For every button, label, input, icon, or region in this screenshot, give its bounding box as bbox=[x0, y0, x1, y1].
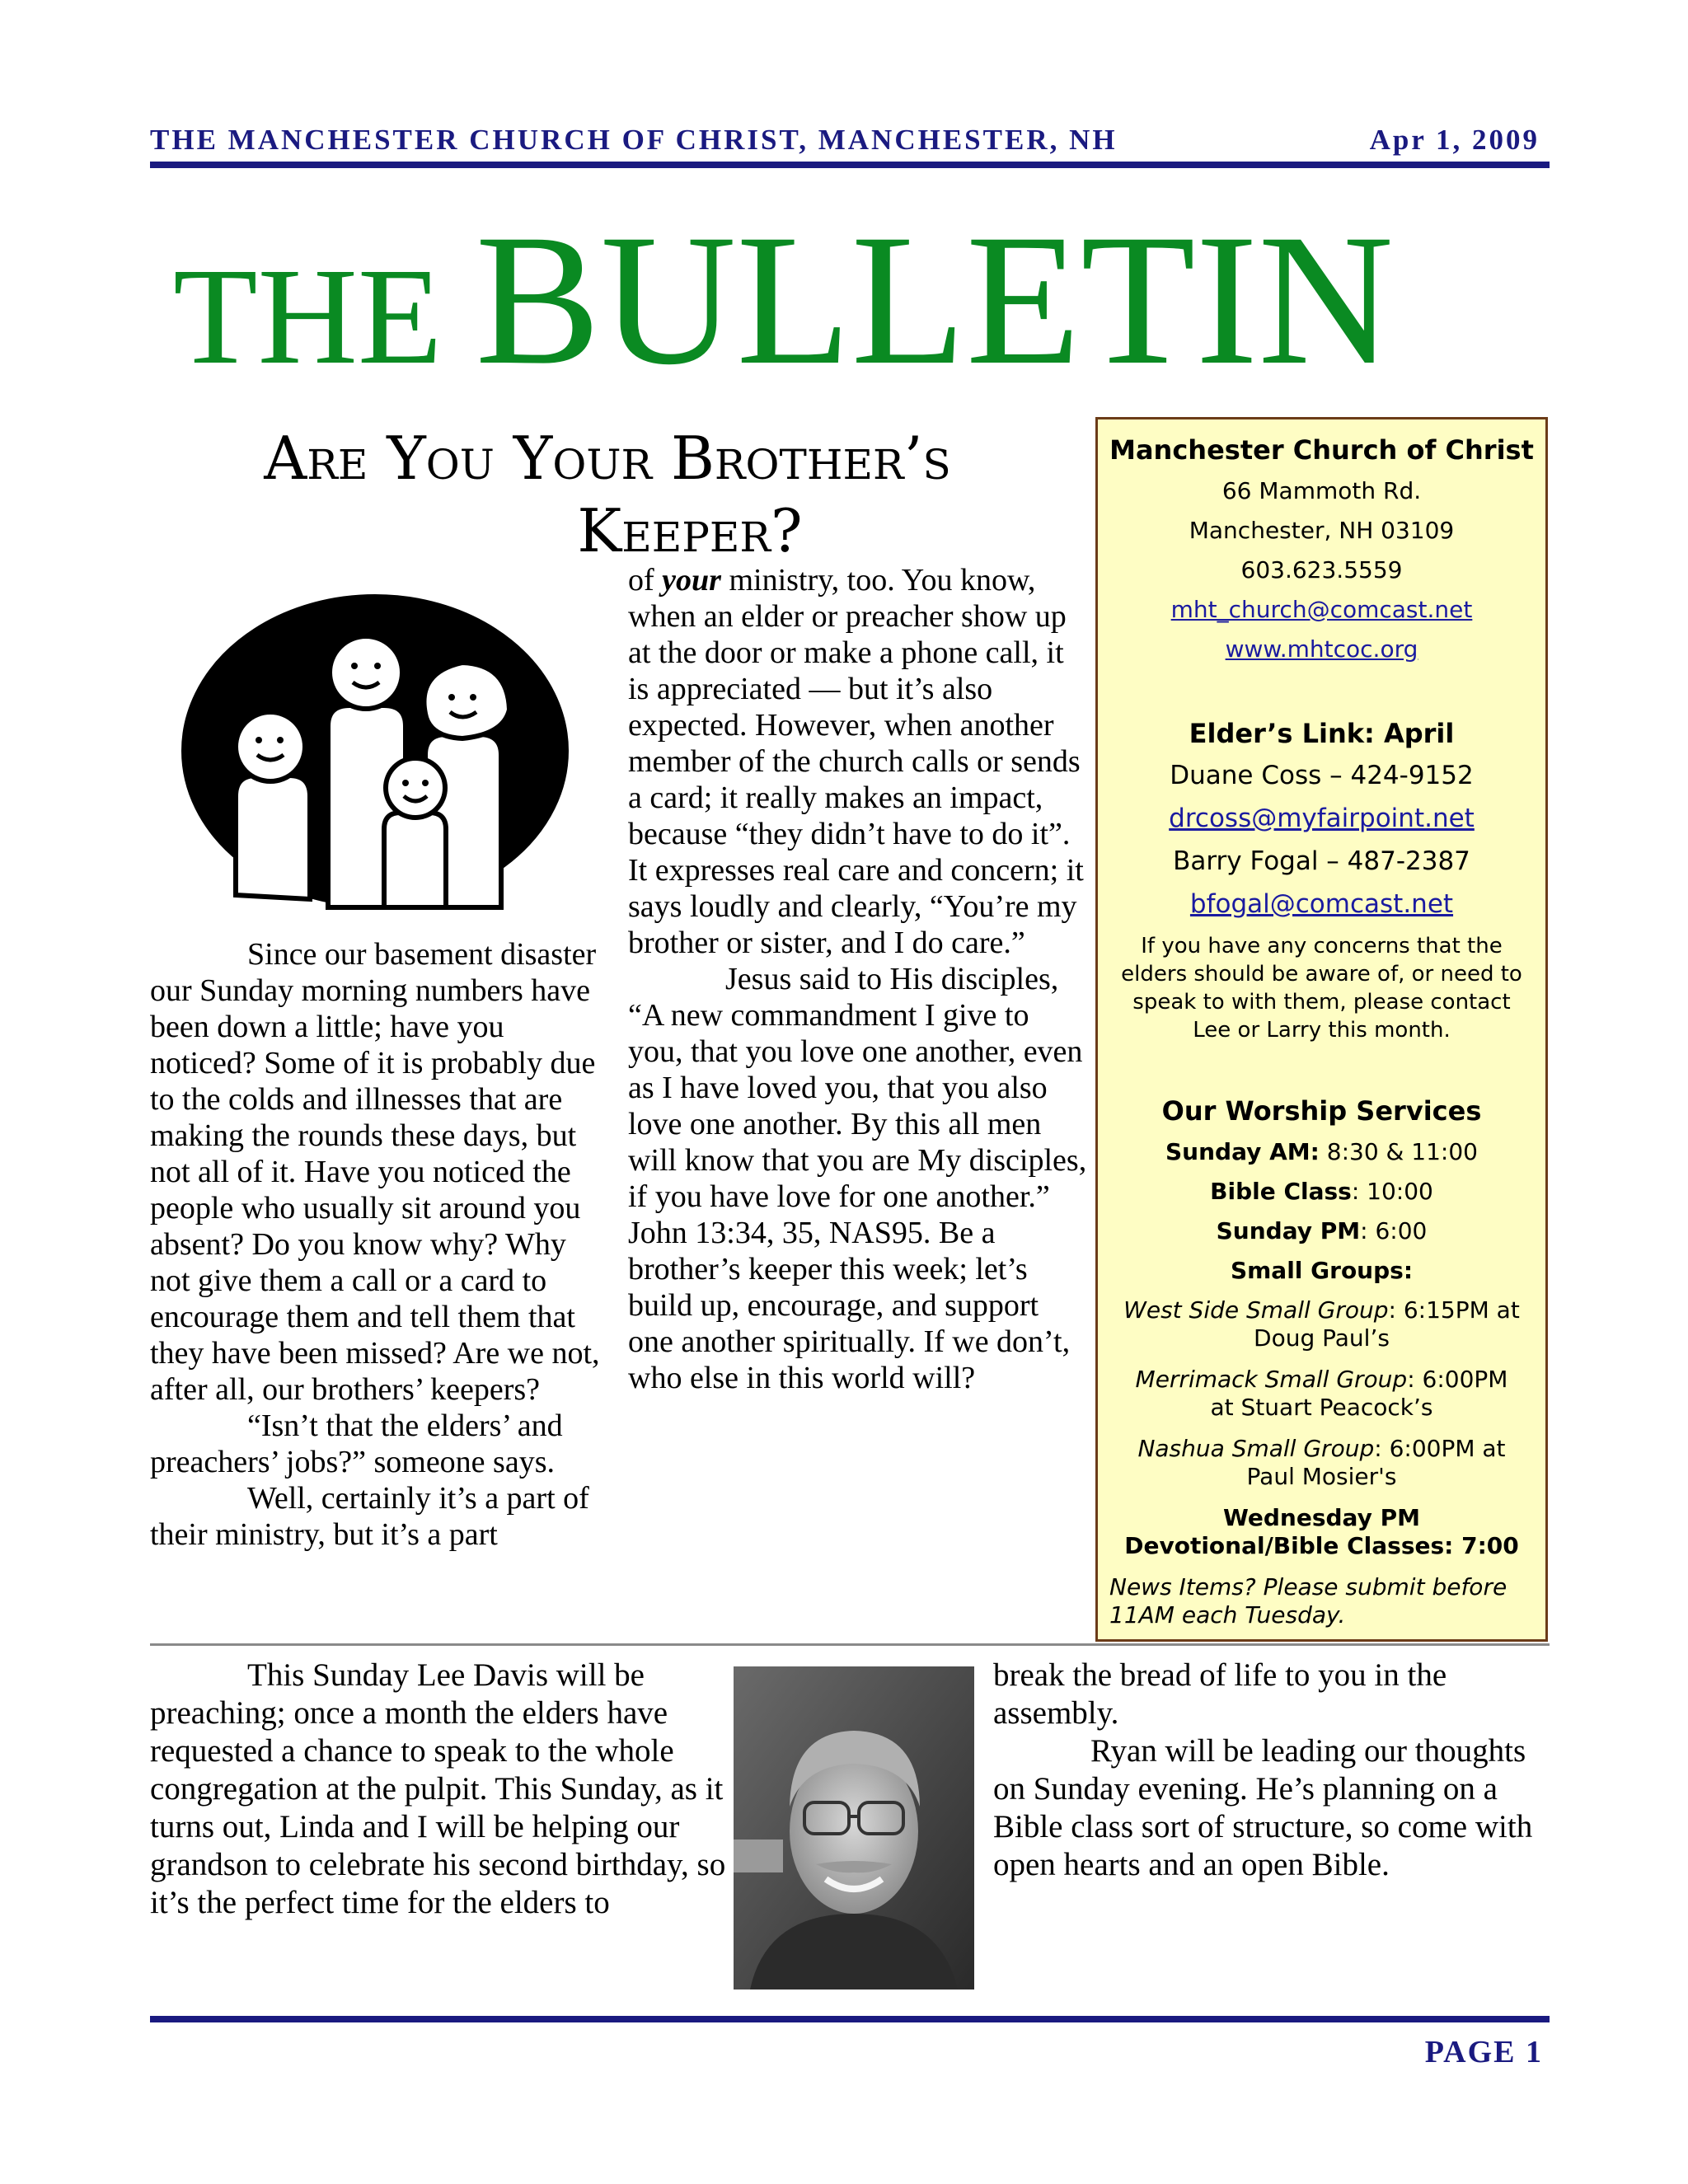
page-number: PAGE 1 bbox=[1424, 2035, 1543, 2069]
text-run: of bbox=[628, 563, 663, 598]
merrimack-detail: : 6:00PM at Stuart Peacock’s bbox=[1210, 1366, 1508, 1421]
small-groups-label: Small Groups: bbox=[1230, 1257, 1414, 1284]
nashua-name: Nashua Small Group bbox=[1137, 1435, 1375, 1462]
article-title bbox=[150, 422, 1065, 567]
masthead-bulletin: BULLETIN bbox=[475, 196, 1394, 404]
nashua-detail: : 6:00PM at Paul Mosier's bbox=[1246, 1435, 1506, 1490]
elders-title: Elder’s Link: April bbox=[1189, 718, 1455, 749]
top-rule bbox=[150, 162, 1550, 168]
article-paragraph: Well, certainly it’s a part of their ministry, but it’s a part bbox=[150, 1481, 589, 1552]
west-side-detail: : 6:15PM at Doug Paul’s bbox=[1254, 1296, 1520, 1352]
church-phone: 603.623.5559 bbox=[1240, 556, 1403, 583]
sunday-am bbox=[1098, 1138, 1545, 1165]
merrimack-name: Merrimack Small Group bbox=[1135, 1366, 1408, 1393]
elder-2-email-link[interactable]: bfogal@comcast.net bbox=[1189, 889, 1454, 919]
church-email-link[interactable]: mht_church@comcast.net bbox=[1170, 596, 1473, 623]
lower-column-2 bbox=[993, 1657, 1554, 1884]
bulletin-date: Apr 1, 2009 bbox=[1369, 124, 1540, 156]
article-title-line2: Keeper? bbox=[577, 496, 803, 565]
header-bar bbox=[150, 124, 1550, 157]
bible-class-value: : 10:00 bbox=[1351, 1178, 1433, 1205]
preacher-photo bbox=[734, 1666, 974, 1990]
family-icon bbox=[178, 590, 572, 912]
sunday-pm-value: : 6:00 bbox=[1360, 1217, 1428, 1244]
article-column-2 bbox=[628, 562, 1090, 1396]
masthead bbox=[173, 196, 1550, 404]
news-note: News Items? Please submit before 11AM each Tuesday. bbox=[1109, 1573, 1507, 1629]
article-paragraph bbox=[628, 562, 1090, 961]
worship-title: Our Worship Services bbox=[1161, 1095, 1482, 1127]
lower-paragraph: This Sunday Lee Davis will be preaching; once a month the elders have requested a chance to speak to the whole congregation at the pulpit. This Sunday, as it turns out, Linda and I will be helping our grandson to celebrate his second birthday, so it’s the perfect time for the elders to bbox=[150, 1657, 726, 1920]
elder-2: Barry Fogal – 487-2387 bbox=[1173, 846, 1470, 876]
bible-class-label: Bible Class bbox=[1210, 1178, 1352, 1205]
bible-class bbox=[1098, 1178, 1545, 1205]
text-run: ministry, too. You know, when an elder or preacher show up at the door or make a phone call, it is appreciated — but it’s also expected. However, when another member of the church calls or sends a card; it really makes an impact, because “they didn’t have to do it”. It expresses real care and concern; it says loudly and clearly, “You’re my brother or sister, and I do care.” bbox=[628, 563, 1084, 960]
elders-note: If you have any concerns that the elders should be aware of, or need to speak to with them, please contact Lee or Larry this month. bbox=[1121, 934, 1522, 1043]
west-side-name: West Side Small Group bbox=[1123, 1296, 1389, 1324]
elder-1-email-link[interactable]: drcoss@myfairpoint.net bbox=[1169, 804, 1475, 833]
church-header: THE MANCHESTER CHURCH OF CHRIST, MANCHESTER, NH bbox=[150, 124, 1118, 156]
article-title-line1: Are You Your Brother’s bbox=[264, 424, 951, 493]
info-sidebar bbox=[1095, 417, 1548, 1642]
nashua-group bbox=[1098, 1435, 1545, 1491]
article-paragraph: Since our basement disaster our Sunday morning numbers have been down a little; have you noticed? Some of it is probably due to the colds and illnesses that are making the rounds these days, but not all of it. Have you noticed the people who usually sit around you absent? Do you know why? Why not give them a call or a card to encourage them and tell them that they have been missed? Are we not, after all, our brothers’ keepers? bbox=[150, 937, 600, 1407]
website-link[interactable]: www.mhtcoc.org bbox=[1225, 635, 1418, 663]
section-divider bbox=[150, 1643, 1550, 1646]
address-line1: 66 Mammoth Rd. bbox=[1221, 477, 1422, 504]
west-side-group bbox=[1098, 1296, 1545, 1352]
article-paragraph: “Isn’t that the elders’ and preachers’ jobs?” someone says. bbox=[150, 1408, 563, 1479]
church-name: Manchester Church of Christ bbox=[1109, 434, 1534, 466]
sunday-pm-label: Sunday PM bbox=[1216, 1217, 1361, 1244]
masthead-the: THE bbox=[173, 240, 443, 393]
wednesday-services bbox=[1098, 1504, 1545, 1560]
bottom-rule bbox=[150, 2016, 1550, 2022]
address-line2: Manchester, NH 03109 bbox=[1189, 517, 1455, 544]
lower-paragraph: Ryan will be leading our thoughts on Sunday evening. He’s planning on a Bible class sort of structure, so come with open hearts and an open Bible. bbox=[993, 1733, 1533, 1882]
sunday-am-value: 8:30 & 11:00 bbox=[1319, 1138, 1478, 1165]
article-column-1 bbox=[150, 936, 612, 1553]
lower-paragraph: break the bread of life to you in the assembly. bbox=[993, 1657, 1447, 1731]
lower-column-1 bbox=[150, 1657, 727, 1922]
article-paragraph: Jesus said to His disciples, “A new commandment I give to you, that you love one another, even as I have loved you, that you also love one another. By this all men will know that you are My disciples, if you have love for one another.” John 13:34, 35, NAS95. Be a brother’s keeper this week; let’s build up, encourage, and support one another spiritually. If we don’t, who else in this world will? bbox=[628, 962, 1087, 1395]
merrimack-group bbox=[1098, 1366, 1545, 1422]
wednesday-label: Wednesday PM Devotional/Bible Classes: bbox=[1124, 1504, 1454, 1559]
emphasis-your: your bbox=[662, 563, 721, 598]
sunday-am-label: Sunday AM: bbox=[1165, 1138, 1320, 1165]
wednesday-value: 7:00 bbox=[1453, 1532, 1519, 1559]
elder-1: Duane Coss – 424-9152 bbox=[1170, 761, 1474, 790]
sunday-pm bbox=[1098, 1217, 1545, 1244]
